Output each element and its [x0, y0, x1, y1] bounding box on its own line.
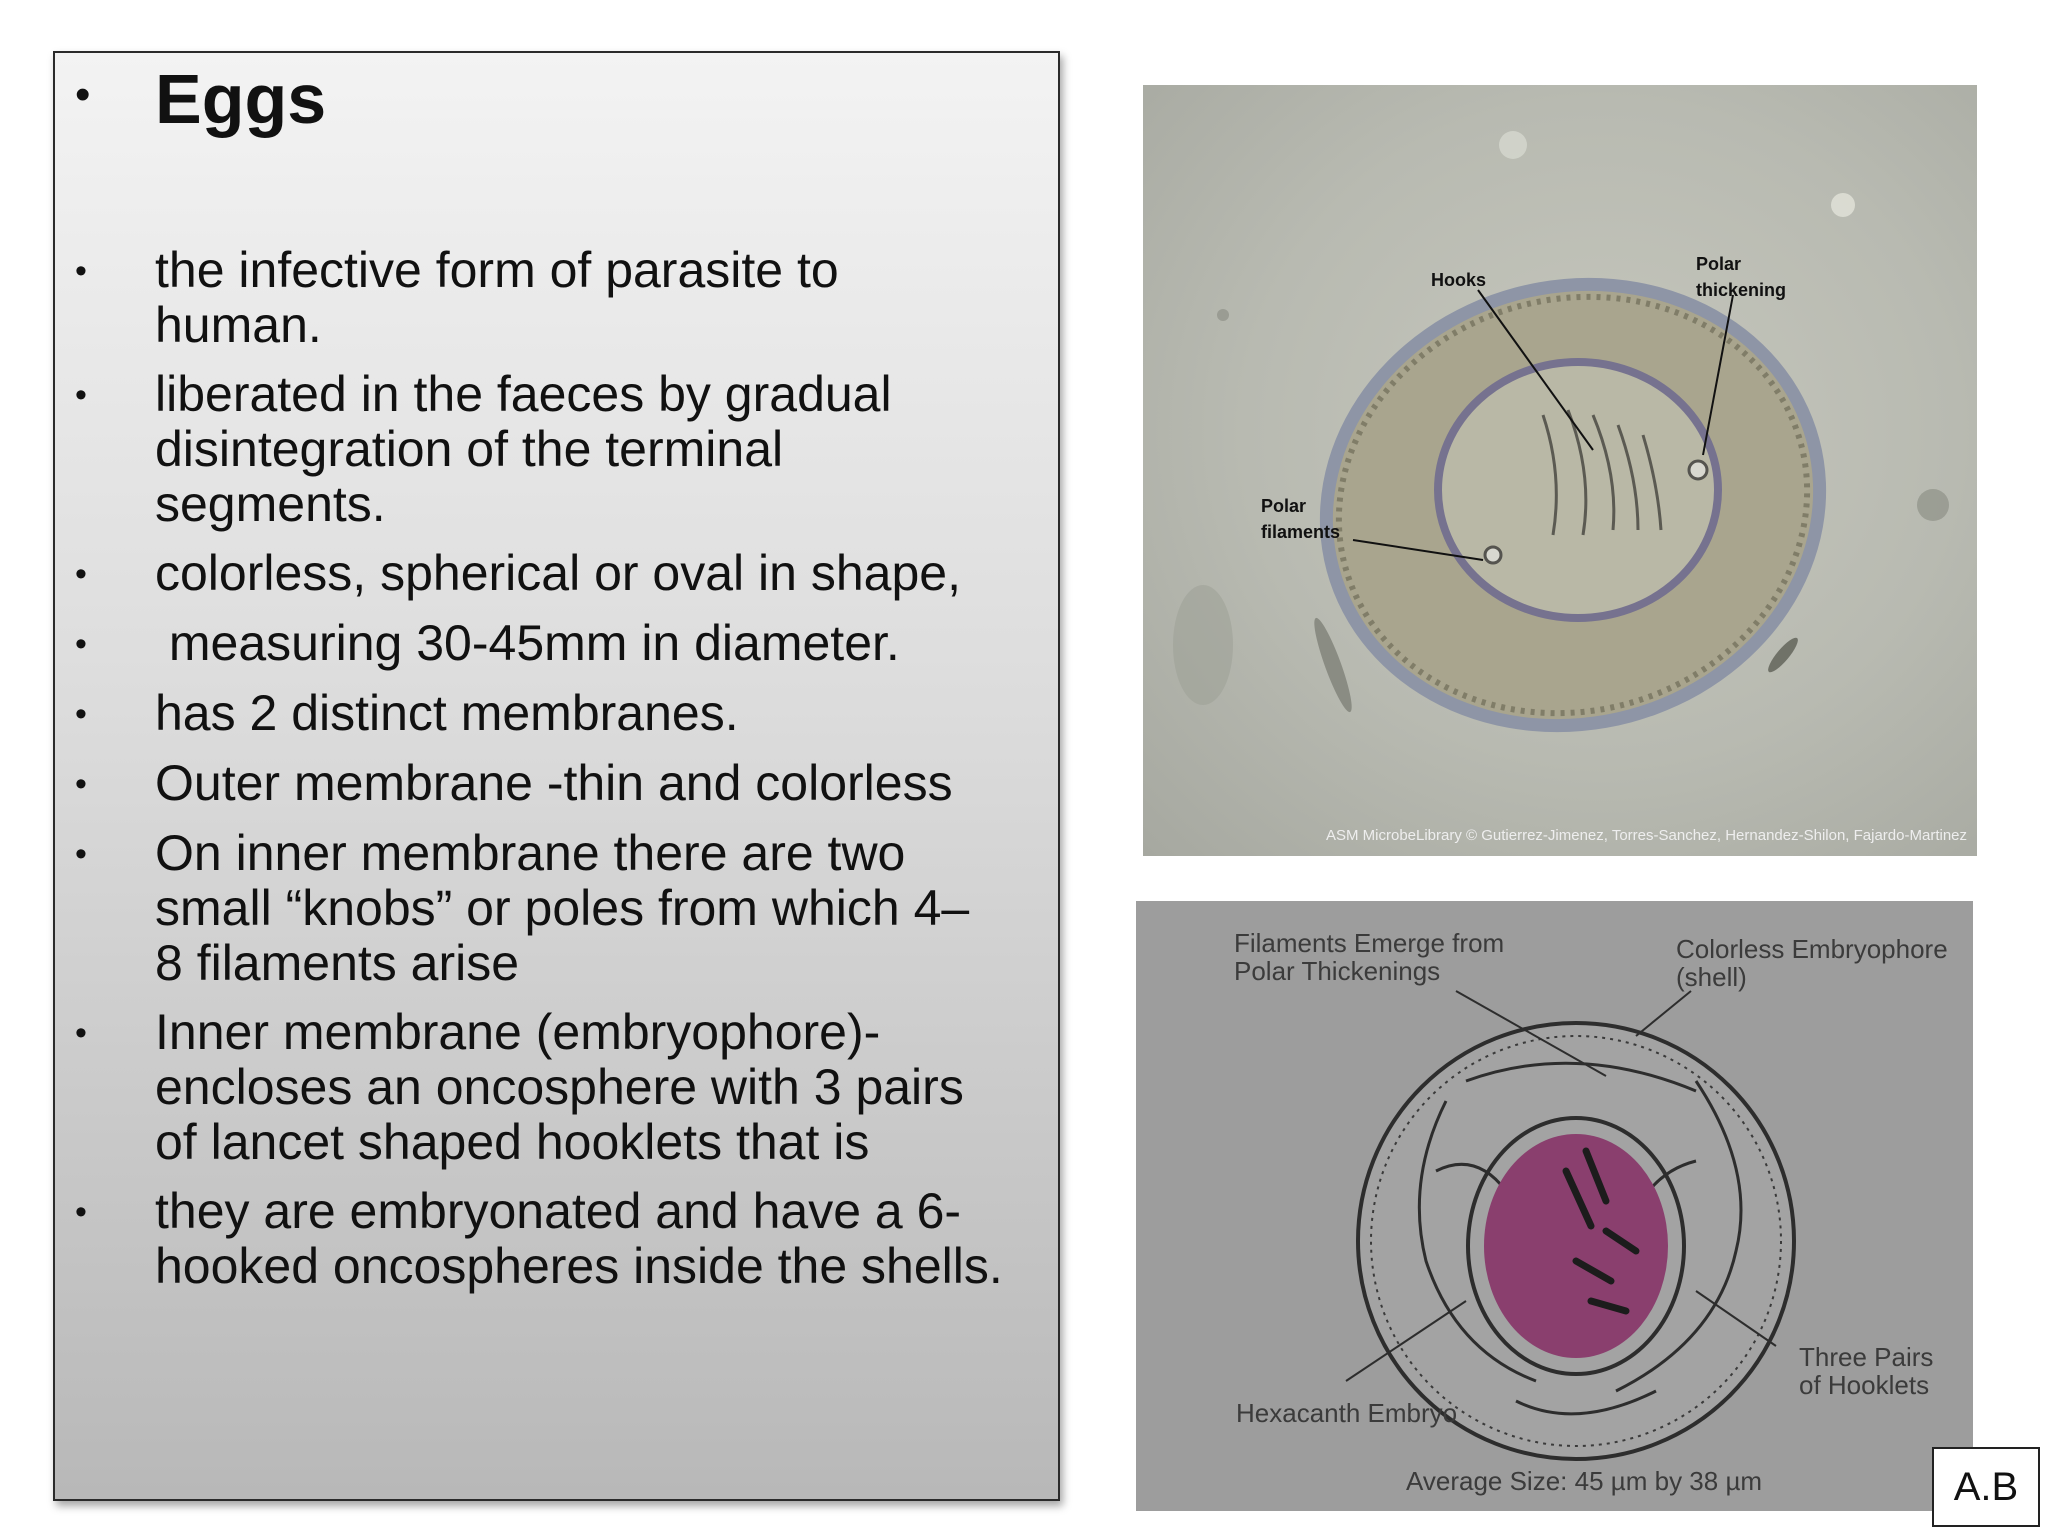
polar-thickening-label: Polar thickening	[1696, 254, 1787, 300]
micrograph-image	[1143, 85, 1977, 856]
bullet-item	[75, 367, 1055, 532]
bullet-glyph: •	[75, 1014, 87, 1052]
photo-credit: ASM MicrobeLibrary © Gutierrez-Jimenez, Torres-Sanchez, Hernandez-Shilon, Fajardo-Martinez	[1325, 827, 1967, 844]
hooklets-label: Three Pairs of Hooklets	[1799, 1342, 1934, 1400]
bullet-text: measuring 30-45mm in diameter.	[155, 615, 900, 671]
bullet-item	[75, 243, 1055, 353]
size-label: Average Size: 45 µm by 38 µm	[1406, 1466, 1763, 1496]
embryo-fill	[1484, 1134, 1668, 1358]
embryophore-label: Colorless Embryophore (shell)	[1676, 934, 1948, 992]
bullet-glyph: •	[75, 765, 87, 803]
bullet-text: liberated in the faeces by gradual disintegration of the terminal segments.	[155, 366, 892, 532]
micrograph-illustration	[1143, 85, 1977, 856]
bullet-glyph: •	[75, 625, 87, 663]
bullet-text: colorless, spherical or oval in shape,	[155, 545, 961, 601]
bullet-glyph: •	[75, 1193, 87, 1231]
bullet-glyph: •	[75, 252, 87, 290]
bullet-glyph: •	[75, 376, 87, 414]
bullet-glyph: •	[75, 695, 87, 733]
bullet-text: they are embryonated and have a 6- hooked oncospheres inside the shells.	[155, 1183, 1003, 1294]
bullet-text: the infective form of parasite to human.	[155, 242, 839, 353]
bullet-list	[75, 243, 1055, 1308]
egg-diagram-image	[1136, 901, 1973, 1511]
filaments-label: Filaments Emerge from Polar Thickenings	[1234, 928, 1505, 986]
bullet-item	[75, 756, 1055, 812]
author-badge: A.B	[1932, 1447, 2040, 1527]
hexacanth-label: Hexacanth Embryo	[1236, 1398, 1458, 1428]
bullet-text: Inner membrane (embryophore)- encloses an oncosphere with 3 pairs of lancet shaped hooklets that is	[155, 1004, 964, 1170]
text-panel	[53, 51, 1060, 1501]
bullet-item	[75, 826, 1055, 991]
bullet-item	[75, 686, 1055, 742]
heading-row	[75, 59, 326, 139]
bullet-text: has 2 distinct membranes.	[155, 685, 739, 741]
bullet-glyph: •	[75, 555, 87, 593]
hooks-label: Hooks	[1431, 270, 1487, 290]
slide-heading: Eggs	[155, 60, 327, 138]
polar-filaments-label: Polar filaments	[1261, 496, 1341, 542]
bullet-glyph: •	[75, 70, 91, 119]
bullet-item	[75, 546, 1055, 602]
bullet-item	[75, 1184, 1055, 1294]
bullet-glyph: •	[75, 835, 87, 873]
bullet-text: On inner membrane there are two small “knobs” or poles from which 4– 8 filaments arise	[155, 825, 970, 991]
bullet-text: Outer membrane -thin and colorless	[155, 755, 953, 811]
bullet-item	[75, 616, 1055, 672]
bullet-item	[75, 1005, 1055, 1170]
